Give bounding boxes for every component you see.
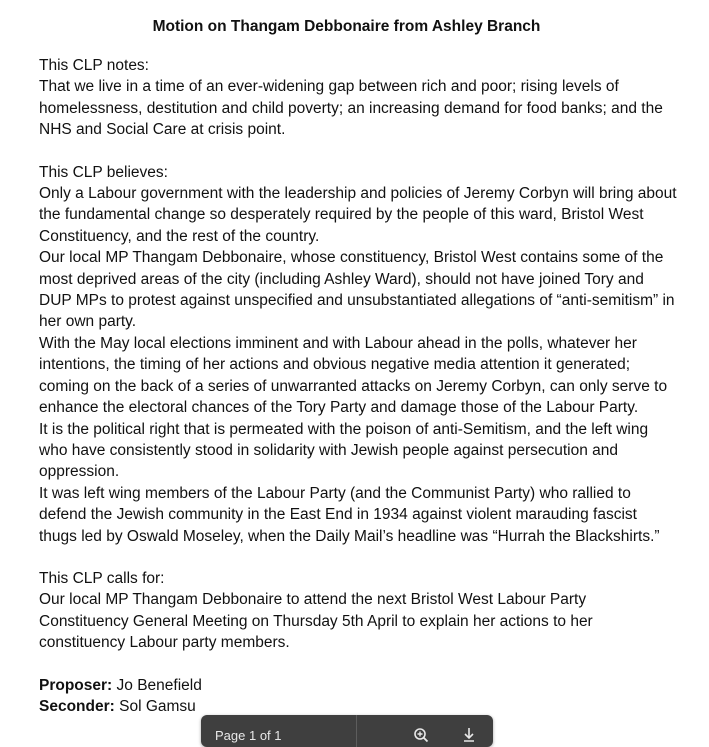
seconder-name: Sol Gamsu <box>119 697 196 715</box>
document-page <box>39 0 679 717</box>
toolbar-divider <box>356 715 357 747</box>
viewer-toolbar <box>201 715 493 747</box>
calls-for-paragraph: Our local MP Thangam Debbonaire to attend the next Bristol West Labour Party Constituency General Meeting on Thursday 5th April to explain her actions to her constituency Labour party members. <box>39 591 593 652</box>
proposer-label: Proposer: <box>39 676 113 694</box>
believes-paragraph: Our local MP Thangam Debbonaire, whose constituency, Bristol West contains some of the most deprived areas of the city (including Ashley Ward), should not have joined Tory and DUP MPs to protest against unspecified and unsubstantiated allegations of “anti-semitism” in her own party. <box>39 249 675 331</box>
signature-block <box>39 675 679 718</box>
believes-paragraph: With the May local elections imminent and with Labour ahead in the polls, whatever her intentions, the timing of her actions and obvious negative media attention it generated; coming on the back of a series of unwarranted attacks on Jeremy Corbyn, can only serve to enhance the electoral chances of the Tory Party and damage those of the Labour Party. <box>39 334 668 417</box>
believes-section <box>39 162 679 547</box>
notes-section <box>39 55 679 141</box>
believes-paragraph: It is the political right that is permeated with the poison of anti-Semitism, and the left wing who have consistently stood in solidarity with Jewish people against persecution and oppression. <box>39 420 649 481</box>
page-indicator: Page 1 of 1 <box>215 728 282 743</box>
proposer-name: Jo Benefield <box>116 676 202 694</box>
notes-paragraph: That we live in a time of an ever-widening gap between rich and poor; rising levels of homelessness, destitution and child poverty; an increasing demand for food banks; and the NHS and Social Care at crisis point. <box>39 78 663 139</box>
calls-for-heading: This CLP calls for: <box>39 569 165 587</box>
calls-for-section <box>39 568 679 654</box>
believes-paragraph: Only a Labour government with the leadership and policies of Jeremy Corbyn will bring about the fundamental change so desperately required by the people of this ward, Bristol West Constituency, and the rest of the country. <box>39 185 677 245</box>
seconder-label: Seconder: <box>39 697 115 715</box>
believes-paragraph: It was left wing members of the Labour Party (and the Communist Party) who rallied to defend the Jewish community in the East End in 1934 against violent marauding fascist thugs led by Oswald Moseley, when the Daily Mail’s headline was “Hurrah the Blackshirts.” <box>39 484 660 545</box>
proposer-line <box>39 675 679 696</box>
notes-heading: This CLP notes: <box>39 57 149 74</box>
believes-heading: This CLP believes: <box>39 163 168 181</box>
document-title: Motion on Thangam Debbonaire from Ashley Branch <box>152 18 541 35</box>
download-icon[interactable] <box>461 727 477 743</box>
zoom-in-icon[interactable] <box>413 727 429 743</box>
